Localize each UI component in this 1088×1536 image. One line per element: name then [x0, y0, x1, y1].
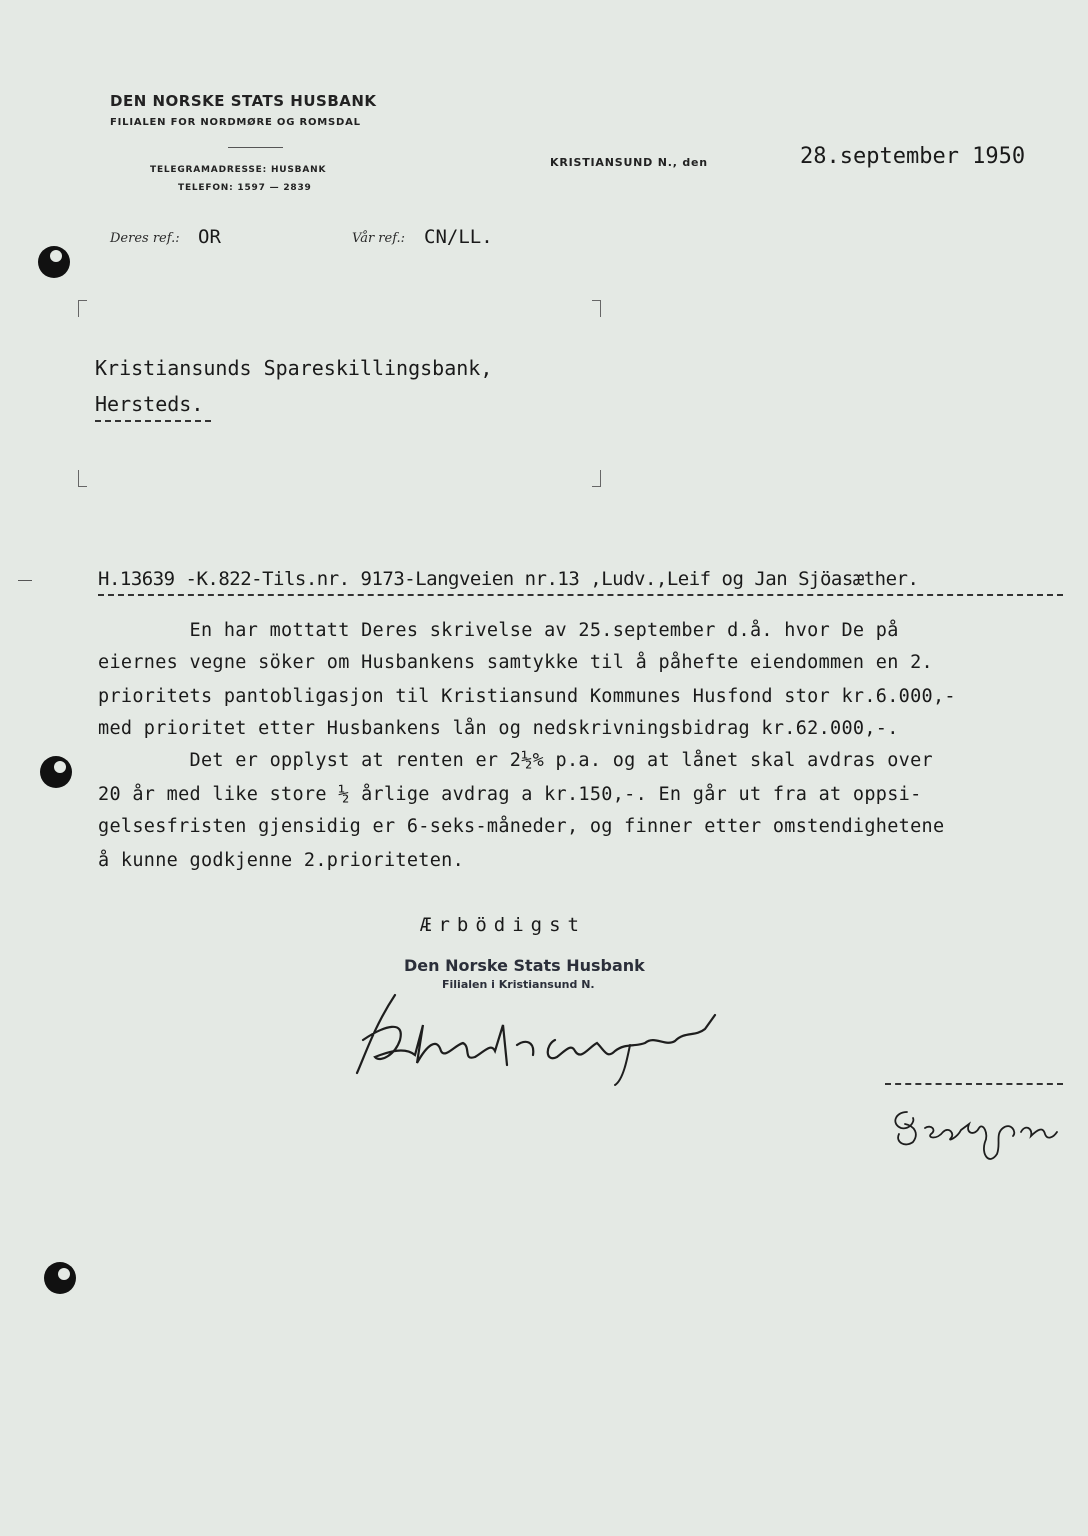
- stamp-line-2: Filialen i Kristiansund N.: [442, 978, 595, 991]
- body-line: Det er opplyst at renten er 2½% p.a. og at lånet skal avdras over: [98, 750, 933, 771]
- address-corner-top-right: [592, 300, 601, 317]
- body-line: med prioritet etter Husbankens lån og nedskrivningsbidrag kr.62.000,-.: [98, 718, 899, 739]
- recipient-underline: [95, 420, 211, 422]
- letterhead-bank-name: DEN NORSKE STATS HUSBANK: [110, 92, 377, 110]
- signature-second: [885, 1094, 1075, 1174]
- closing: Ærbödigst: [420, 914, 586, 936]
- recipient-line-1: Kristiansunds Spareskillingsbank,: [95, 356, 493, 380]
- punch-hole-top: [38, 246, 70, 278]
- letter-date: 28.september 1950: [800, 144, 1026, 169]
- margin-tick: [18, 580, 32, 581]
- stamp-line-1: Den Norske Stats Husbank: [404, 956, 645, 975]
- subject-line: H.13639 -K.822-Tils.nr. 9173-Langveien nr.13 ,Ludv.,Leif og Jan Sjöasæther.: [98, 568, 919, 590]
- your-ref-label: Deres ref.:: [110, 231, 180, 246]
- letterhead-divider: [228, 147, 283, 148]
- punch-hole-bottom: [44, 1262, 76, 1294]
- letterhead-telegram: TELEGRAMADRESSE: HUSBANK: [150, 165, 327, 175]
- address-corner-top-left: [78, 300, 87, 317]
- body-line: prioritets pantobligasjon til Kristiansund Kommunes Husfond stor kr.6.000,-: [98, 686, 956, 707]
- your-ref-value: OR: [198, 226, 221, 248]
- body-line: 20 år med like store ½ årlige avdrag a kr.150,-. En går ut fra at oppsi-: [98, 784, 922, 805]
- body-line: å kunne godkjenne 2.prioriteten.: [98, 850, 465, 871]
- signature-first: [345, 985, 745, 1095]
- letterhead-branch: FILIALEN FOR NORDMØRE OG ROMSDAL: [110, 117, 361, 128]
- our-ref-value: CN/LL.: [424, 226, 493, 248]
- address-corner-bottom-right: [592, 470, 601, 487]
- body-line: gelsesfristen gjensidig er 6-seks-måneder, og finner etter omstendighetene: [98, 816, 945, 837]
- punch-hole-middle: [40, 756, 72, 788]
- signature-second-rule: [885, 1083, 1063, 1085]
- body-line: eiernes vegne söker om Husbankens samtykke til å påhefte eiendommen en 2.: [98, 652, 933, 673]
- place-label: KRISTIANSUND N., den: [550, 156, 708, 169]
- our-ref-label: Vår ref.:: [352, 231, 406, 246]
- subject-underline: [98, 594, 1063, 596]
- address-corner-bottom-left: [78, 470, 87, 487]
- letterhead-telephone: TELEFON: 1597 — 2839: [178, 183, 312, 193]
- body-line: En har mottatt Deres skrivelse av 25.september d.å. hvor De på: [98, 620, 899, 641]
- recipient-line-2: Hersteds.: [95, 392, 204, 416]
